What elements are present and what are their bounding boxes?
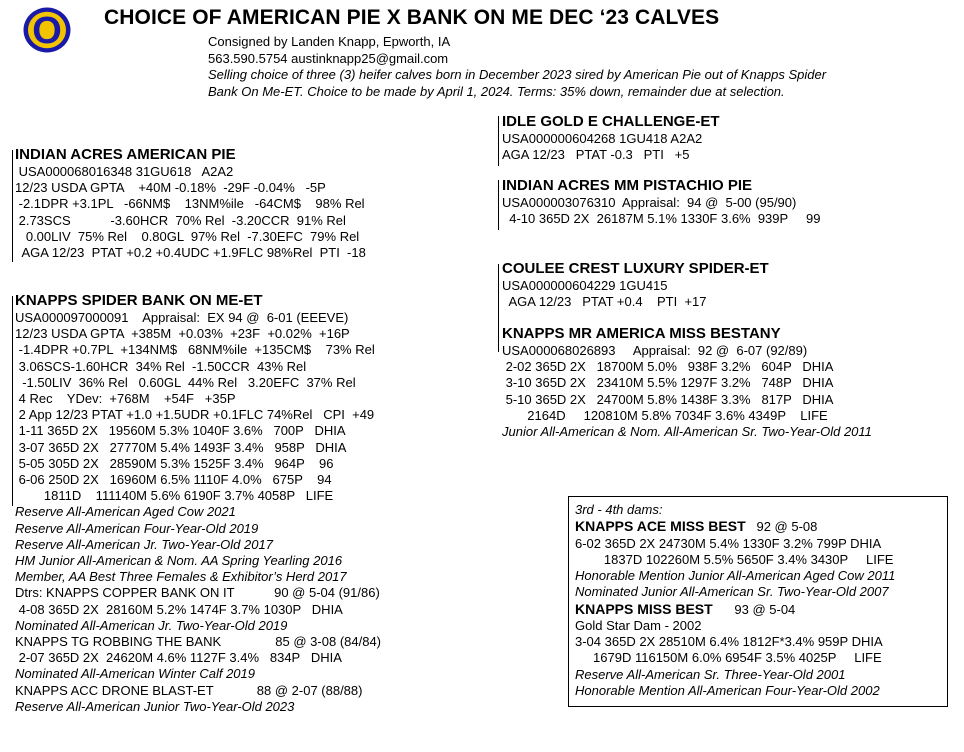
page-title: CHOICE OF AMERICAN PIE X BANK ON ME DEC ‘23 CALVES <box>104 6 720 29</box>
sire-line: -2.1DPR +3.1PL -66NM$ 13NM%ile -64CM$ 98% Rel <box>15 196 365 212</box>
descendant-line: 2-07 365D 2X 24620M 4.6% 1127F 3.4% 834P DHIA <box>15 650 342 666</box>
third-dam-name: KNAPPS ACE MISS BEST <box>575 518 746 535</box>
fourth-dam-award: Reserve All-American Sr. Three-Year-Old 2001 <box>575 666 846 682</box>
dam-line: 6-06 250D 2X 16960M 6.5% 1110F 4.0% 675P 94 <box>15 472 332 488</box>
ancestor-award: Junior All-American & Nom. All-American Sr. Two-Year-Old 2011 <box>502 424 872 440</box>
dam-line: 1-11 365D 2X 19560M 5.3% 1040F 3.6% 700P DHIA <box>15 423 346 439</box>
ancestor-line: 5-10 365D 2X 24700M 5.8% 1438F 3.3% 817P DHIA <box>502 391 834 407</box>
dam-line: 2 App 12/23 PTAT +1.0 +1.5UDR +0.1FLC 74%Rel CPI +49 <box>15 407 375 423</box>
ancestor-line: AGA 12/23 PTAT +0.4 PTI +17 <box>502 294 707 310</box>
sire-line: 0.00LIV 75% Rel 0.80GL 97% Rel -7.30EFC 79% Rel <box>15 228 360 244</box>
ancestor-name: COULEE CREST LUXURY SPIDER-ET <box>502 260 769 277</box>
pedigree-bracket <box>498 180 499 230</box>
sire-line: AGA 12/23 PTAT +0.2 +0.4UDC +1.9FLC 98%Rel PTI -18 <box>15 245 366 261</box>
pedigree-bracket <box>498 264 499 352</box>
pedigree-bracket <box>12 296 13 506</box>
dam-line: 5-05 305D 2X 28590M 5.3% 1525F 3.4% 964P 96 <box>15 455 334 471</box>
ancestor-line: 3-10 365D 2X 23410M 5.5% 1297F 3.2% 748P DHIA <box>502 375 834 391</box>
consignor: Consigned by Landen Knapp, Epworth, IA <box>208 34 451 49</box>
sire-dam-section <box>502 177 820 227</box>
descendant-line: Dtrs: KNAPPS COPPER BANK ON IT 90 @ 5-04 (91/86) <box>15 585 380 601</box>
dam-sire-section <box>502 260 769 310</box>
fourth-dam-line: 1679D 116150M 6.0% 6954F 3.5% 4025P LIFE <box>575 650 882 666</box>
dam-line: 3.06SCS-1.60HCR 34% Rel -1.50CCR 43% Rel <box>15 358 307 374</box>
descendant-line: KNAPPS TG ROBBING THE BANK 85 @ 3-08 (84/84) <box>15 634 382 650</box>
ancestor-name: INDIAN ACRES MM PISTACHIO PIE <box>502 177 753 194</box>
descendant-line: Reserve All-American Junior Two-Year-Old 2023 <box>15 698 295 714</box>
fourth-dam-name: KNAPPS MISS BEST <box>575 600 713 617</box>
fourth-dam-line: Gold Star Dam - 2002 <box>575 618 702 634</box>
pedigree-bracket <box>12 150 13 262</box>
ancestor-line: 2164D 120810M 5.8% 7034F 3.6% 4349P LIFE <box>502 407 828 423</box>
third-fourth-dams-box <box>568 496 948 707</box>
descendant-line: 4-08 365D 2X 28160M 5.2% 1474F 3.7% 1030P DHIA <box>15 601 343 617</box>
sale-description-line-1: Selling choice of three (3) heifer calves born in December 2023 sired by American Pie out of Knapps Spider <box>208 67 827 82</box>
dam-line: -1.4DPR +0.7PL +134NM$ 68NM%ile +135CM$ 73% Rel <box>15 342 375 358</box>
ancestor-name: IDLE GOLD E CHALLENGE-ET <box>502 113 720 130</box>
dam-name: KNAPPS SPIDER BANK ON ME-ET <box>15 292 263 309</box>
third-dam-score: 92 @ 5-08 <box>745 519 818 535</box>
third-dam-line: 6-02 365D 2X 24730M 5.4% 1330F 3.2% 799P DHIA <box>575 535 882 551</box>
sire-section <box>15 146 366 261</box>
sire-line: 12/23 USDA GPTA +40M -0.18% -29F -0.04% -5P <box>15 180 326 196</box>
dam-award: Reserve All-American Aged Cow 2021 <box>15 504 236 520</box>
ancestor-line: USA000003076310 Appraisal: 94 @ 5-00 (95/90) <box>502 195 797 210</box>
dam-line: 3-07 365D 2X 27770M 5.4% 1493F 3.4% 958P DHIA <box>15 439 347 455</box>
dam-award: Reserve All-American Four-Year-Old 2019 <box>15 520 259 536</box>
ancestor-line: USA000000604229 1GU415 <box>502 278 668 293</box>
ancestor-line: USA000000604268 1GU418 A2A2 <box>502 131 703 146</box>
fourth-dam-line: 3-04 365D 2X 28510M 6.4% 1812F*3.4% 959P DHIA <box>575 634 883 650</box>
dam-award: Member, AA Best Three Females & Exhibitor’s Herd 2017 <box>15 569 347 585</box>
ancestor-line: 4-10 365D 2X 26187M 5.1% 1330F 3.6% 939P 99 <box>502 211 821 227</box>
ancestor-name: KNAPPS MR AMERICA MISS BESTANY <box>502 325 781 342</box>
dam-section <box>15 292 381 715</box>
dam-dam-section <box>502 325 872 440</box>
sire-sire-section <box>502 113 720 163</box>
ancestor-line: USA000068026893 Appraisal: 92 @ 6-07 (92/89) <box>502 343 808 358</box>
contact-info: 563.590.5754 austinknapp25@gmail.com <box>208 50 449 66</box>
third-dam-heading <box>575 518 895 536</box>
dam-line: USA000097000091 Appraisal: EX 94 @ 6-01 (EEEVE) <box>15 310 349 325</box>
sire-name: INDIAN ACRES AMERICAN PIE <box>15 146 236 163</box>
breed-logo-icon <box>22 6 72 54</box>
box-heading: 3rd - 4th dams: <box>575 502 663 517</box>
dam-line: 1811D 111140M 5.6% 6190F 3.7% 4058P LIFE <box>15 488 334 504</box>
third-dam-line: 1837D 102260M 5.5% 5650F 3.4% 3430P LIFE <box>575 551 894 567</box>
fourth-dam-award: Honorable Mention All-American Four-Year-Old 2002 <box>575 682 880 698</box>
logo-letter: O <box>32 10 62 52</box>
dam-award: HM Junior All-American & Nom. AA Spring Yearling 2016 <box>15 553 343 569</box>
fourth-dam-heading <box>575 601 895 619</box>
sire-line: 2.73SCS -3.60HCR 70% Rel -3.20CCR 91% Rel <box>15 212 346 228</box>
descendant-line: Nominated All-American Jr. Two-Year-Old 2019 <box>15 617 288 633</box>
ancestor-line: AGA 12/23 PTAT -0.3 PTI +5 <box>502 147 690 163</box>
fourth-dam-score: 93 @ 5-04 <box>712 601 796 617</box>
third-dam-award: Nominated Junior All-American Sr. Two-Year-Old 2007 <box>575 584 889 600</box>
ancestor-line: 2-02 365D 2X 18700M 5.0% 938F 3.2% 604P DHIA <box>502 359 834 375</box>
dam-line: -1.50LIV 36% Rel 0.60GL 44% Rel 3.20EFC 37% Rel <box>15 374 356 390</box>
descendant-line: KNAPPS ACC DRONE BLAST-ET 88 @ 2-07 (88/88) <box>15 682 363 698</box>
dam-line: 12/23 USDA GPTA +385M +0.03% +23F +0.02% +16P <box>15 326 350 342</box>
third-dam-award: Honorable Mention Junior All-American Aged Cow 2011 <box>575 568 896 584</box>
pedigree-bracket <box>498 116 499 166</box>
descendant-line: Nominated All-American Winter Calf 2019 <box>15 666 255 682</box>
consignment-header <box>208 34 826 100</box>
sire-line: USA000068016348 31GU618 A2A2 <box>15 164 234 179</box>
sale-description-line-2: Bank On Me-ET. Choice to be made by April 1, 2024. Terms: 35% down, remainder due at selection. <box>208 83 785 99</box>
dam-line: 4 Rec YDev: +768M +54F +35P <box>15 391 236 407</box>
dam-award: Reserve All-American Jr. Two-Year-Old 2017 <box>15 536 273 552</box>
